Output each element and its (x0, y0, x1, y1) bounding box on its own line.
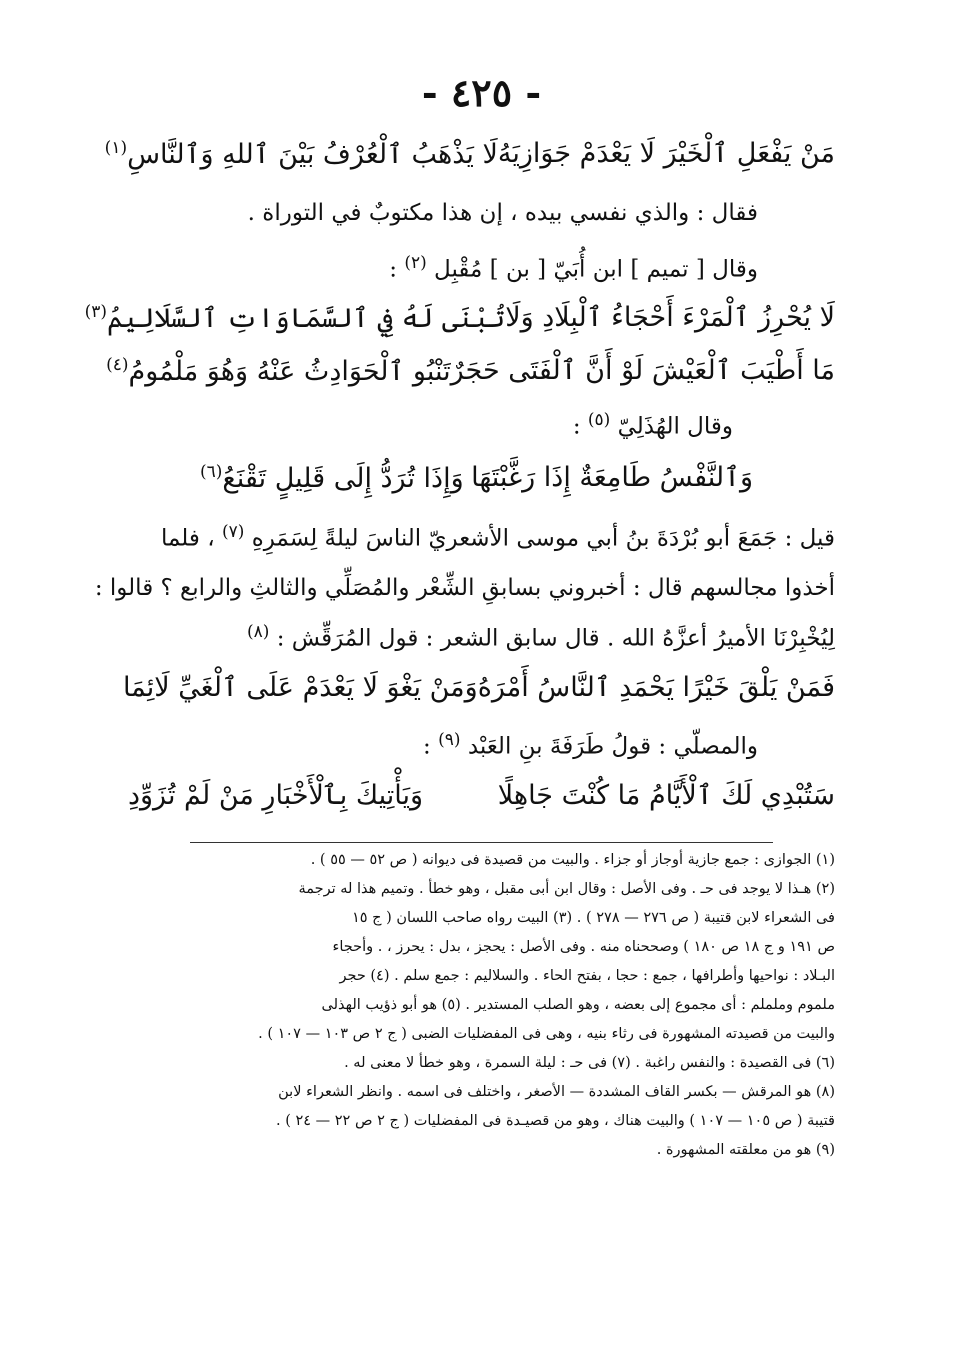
hemistich-second (105, 138, 498, 170)
prose-line-8 (128, 522, 835, 552)
prose-line-6 (128, 410, 733, 440)
footnote-line: ملموم وململم : أى مجموع إلى بعضه ، وهو الصلب المستدير . (٥) هو أبو ذؤيب الهذلى (321, 997, 835, 1013)
hemistich-text: وَإِذَا تُرَدُّ إِلَى قَلِيلٍ تَقْنَعُ (222, 463, 464, 494)
prose-line-10 (128, 622, 835, 652)
footnote-ref: (٢) (404, 253, 427, 273)
footnote-line: قتيبة ( ص ١٠٥ — ١٠٧ ) والبيت هناك ، وهو من قصيـدة فى المفضليات ( ج ٢ ص ٢٢ — ٢٤ ) . (275, 1113, 835, 1129)
footnote-ref: (٨) (246, 622, 270, 642)
prose-line-9: أخذوا مجالسهم قال : أخبروني بسابقِ الشِّعْر والمُصَلِّي والثالثِ والرابع ؟ قالوا : (94, 575, 835, 601)
verse-line-7 (200, 462, 753, 494)
footnote-divider (190, 842, 773, 843)
colon: : (423, 733, 431, 760)
footnote-ref: (٤) (106, 355, 129, 375)
verse-line-5 (106, 355, 835, 387)
verse-line-4 (84, 302, 835, 334)
hemistich-text: لَا يَذْهَبُ ٱلْعُرْفُ بَيْنَ ٱللهِ وَٱلنَّاسِ (127, 139, 498, 170)
colon: : (572, 413, 581, 440)
prose-line-2: فقال : والذي نفسي بيده ، إن هذا مكتوبٌ في التوراة . (247, 200, 758, 226)
footnote-ref: (٩) (438, 730, 461, 750)
footnote-line: ص ١٩١ و ج ١٨ ص ١٨٠ ) وصححناه منه . وفى الأصل : يحجز ، بدل : يحرز ، . وأحجاء (332, 939, 835, 955)
hemistich-first: سَتُبْدِي لَكَ ٱلْأَيَّامُ مَا كُنْتَ جَاهِلًا (497, 780, 835, 811)
footnote-line: فى الشعراء لابن قتيبة ( ص ٢٧٦ — ٢٧٨ ) . (٣) البيت رواه صاحب اللسان ( ج ١٥ (351, 910, 835, 926)
footnote-ref: (٧) (221, 522, 245, 542)
footnote-line: (٨) هو المرقش — بكسر القاف المشددة — الأصغر ، واختلف فى اسمه . وانظر الشعراء لابن (278, 1084, 835, 1100)
prose-text: وقال [ تميم ] ابن أُبَيّ [ بن ] مُقْبِل (434, 256, 758, 283)
hemistich-second: وَمَنْ يَغْوَ لَا يَعْدَمْ عَلَى ٱلْغَيِّ لَائِمَا (122, 672, 478, 703)
hemistich-text: تُبْنَى لَهُ فِي ٱلسَّمَاوَاتِ ٱلسَّلَالِيمُ (107, 303, 506, 334)
hemistich-text: تَنْبُو ٱلْحَوَادِثُ عَنْهُ وَهُوَ مَلْمُومُ (128, 356, 451, 387)
footnote-ref: (١) (104, 138, 128, 158)
prose-tail: ، فلما (160, 525, 215, 552)
footnote-line: (٩) هو من معلقته المشهورة . (656, 1142, 835, 1158)
hemistich-second (106, 355, 451, 387)
footnote-ref: (٣) (84, 302, 108, 322)
verse-line-13 (128, 780, 835, 811)
hemistich-first: فَمَنْ يَلْقَ خَيْرًا يَحْمَدِ ٱلنَّاسُ أَمْرَهُ (477, 672, 835, 703)
hemistich-first: مَنْ يَفْعَلِ ٱلْخَيْرَ لَا يَعْدَمْ جَوَازِيَهُ (497, 138, 835, 169)
footnote-line: البـلاد : نواحيها وأطرافها ، جمع : حجا ، بفتح الحاء . والسلاليم : جمع سلم . (٤) حجر (339, 968, 835, 984)
colon: : (389, 256, 397, 283)
verse-line-1 (104, 138, 835, 170)
prose-line-12 (128, 730, 758, 760)
hemistich-first: لَا يُحْرِزُ ٱلْمَرْءَ أَحْجَاءُ ٱلْبِلَادِ وَلَا (505, 302, 835, 333)
prose-text: لِيُخْبِرْنَا الأميرُ أعزَّهُ الله . قال سابق الشعر : قول المُرَقِّش : (276, 625, 835, 652)
verse-line-11 (122, 672, 835, 703)
prose-line-3 (128, 253, 758, 283)
footnote-ref: (٥) (587, 410, 611, 430)
footnote-line: (١) الجوازى : جمع جازية أوجاز أو جزاء . والبيت من قصيدة فى ديوانه ( ص ٥٢ — ٥٥ ) . (310, 852, 835, 868)
hemistich-second (85, 302, 506, 334)
prose-text: وقال الهُذَلِيّ (617, 413, 733, 440)
footnote-line: (٦) فى القصيدة : والنفس راغبة . (٧) فى حـ : ليلة السمرة ، وهو خطأ لا معنى له . (344, 1055, 835, 1071)
footnote-ref: (٦) (200, 462, 223, 482)
prose-text: قيل : جَمَعَ أبو بُرْدَةَ بنُ أبي موسى الأشعريّ الناسَ ليلةً لِسَمَرِهِ (251, 525, 835, 552)
hemistich-first: مَا أَطْيَبَ ٱلْعَيْشَ لَوْ أَنَّ ٱلْفَتَى حَجَرٌ (450, 355, 835, 386)
prose-text: والمصلّي : قولُ طَرَفَةَ بنِ العَبْد (467, 733, 758, 760)
hemistich-second: وَيَأْتِيكَ بِٱلْأَخْبَارِ مَنْ لَمْ تُزَوِّدِ (128, 780, 424, 811)
page-number: - ٤٢٥ - (421, 70, 542, 115)
footnote-line: (٢) هـذا لا يوجد فى حـ . وفى الأصل : وقال ابن أبى مقبل ، وهو خطأ . وتميم هذا له ترجمة (298, 881, 835, 897)
hemistich-first: وَٱلنَّفْسُ طَامِعَةٌ إِذَا رَغَّبْتَهَا (471, 462, 753, 493)
hemistich-second (200, 462, 464, 494)
footnote-line: والبيت من قصيدته المشهورة فى رثاء بنيه ، وهى فى المفضليات الضبى ( ج ٢ ص ١٠٣ — ١٠٧ ) . (258, 1026, 835, 1042)
